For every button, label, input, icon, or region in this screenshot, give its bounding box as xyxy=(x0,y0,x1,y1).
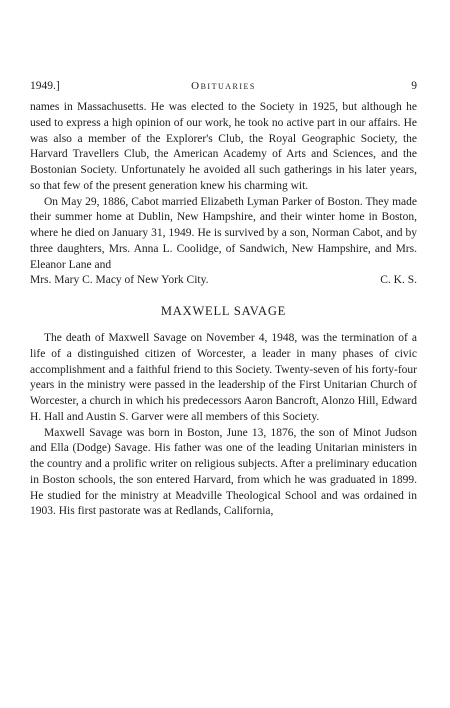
paragraph-closing-line xyxy=(30,273,417,289)
paragraph-marriage: On May 29, 1886, Cabot married Elizabeth Lyman Parker of Boston. They made their summer home at Dublin, New Hampshire, and their winter home in Boston, where he died on January 31, 1949. He is survived by a son, Norman Cabot, and by three daughters, Mrs. Anna L. Coolidge, of Sandwich, New Hampshire, and Mrs. Eleanor Lane and xyxy=(30,195,417,271)
paragraph-continued: names in Massachusetts. He was elected to the Society in 1925, but although he used to express a high opinion of our work, he took no active part in our affairs. He was also a member of the Explorer's Club, the Royal Geographic Society, the Harvard Travellers Club, the American Academy of Arts and Sciences, and the Bostonian Society. Unfortunately he avoided all such gatherings in his later years, so that few of the present generation knew his charming wit. xyxy=(30,101,417,192)
running-head-title: Obituaries xyxy=(191,80,256,92)
paragraph-last-line: Mrs. Mary C. Macy of New York City. xyxy=(30,274,209,287)
page-number: 9 xyxy=(411,80,417,92)
running-head xyxy=(30,78,417,94)
document-page xyxy=(30,0,417,708)
paragraph-biography: Maxwell Savage was born in Boston, June 13, 1876, the son of Minot Judson and Ella (Dodge) Savage. His father was one of the leading Unitarian ministers in the country and a prolific writer on religious subjects. After a preliminary education in Boston schools, the son entered Harvard, from which he was graduated in 1899. He studied for the ministry at Meadville Theological School and was ordained in 1903. His first pastorate was at Redlands, California, xyxy=(30,426,417,518)
author-initials: C. K. S. xyxy=(380,274,417,287)
paragraph-death: The death of Maxwell Savage on November 4, 1948, was the termination of a life of a distinguished citizen of Worcester, a leader in many phases of civic accomplishment and a faithful friend to this Society. Twenty-seven of his forty-four years in the ministry were passed in the leadership of the First Unitarian Church of Worcester, a church in which his predecessors Aaron Bancroft, Alonzo Hill, Edward H. Hall and Austin S. Garver were all members of this Society. xyxy=(30,332,417,423)
obituary-heading: MAXWELL SAVAGE xyxy=(160,304,287,318)
article-body xyxy=(30,100,417,520)
running-head-year: 1949.] xyxy=(30,80,60,92)
